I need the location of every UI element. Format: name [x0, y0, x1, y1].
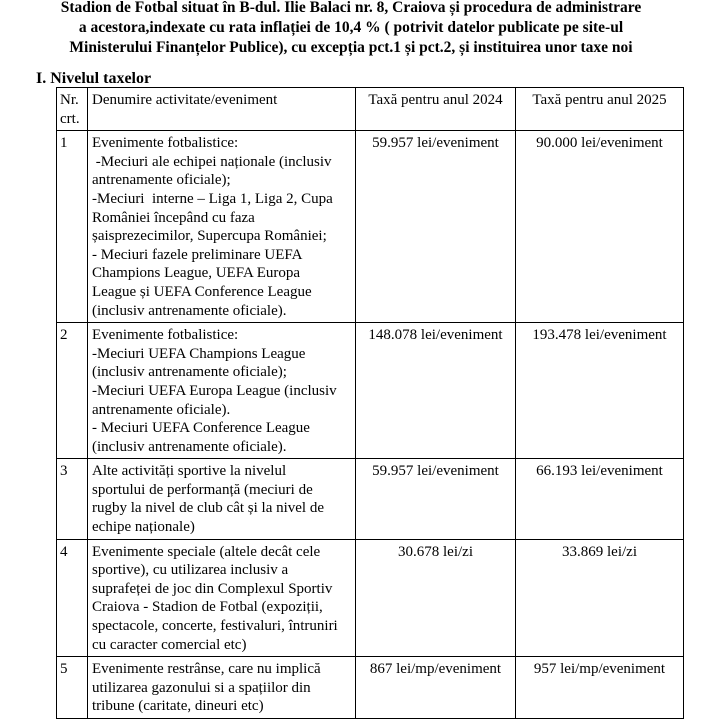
description-line: -Meciuri UEFA Champions League: [92, 345, 306, 362]
activity-description: [88, 459, 356, 539]
document-title: [0, 0, 702, 58]
activity-description: [88, 131, 356, 323]
description-line: antrenamente oficiale);: [92, 172, 231, 189]
table-row: [57, 539, 684, 657]
description-line: (inclusiv antrenamente oficiale).: [92, 302, 287, 319]
title-line: Ministerului Finanțelor Publice), cu excepția pct.1 și pct.2, și instituirea unor taxe noi: [69, 39, 633, 56]
row-number: 3: [57, 459, 88, 539]
tax-2025-value: 90.000 lei/eveniment: [516, 131, 684, 323]
description-line: șaisprezecimilor, Supercupa României;: [92, 228, 327, 245]
description-line: suprafeței de joc din Complexul Sportiv: [92, 580, 333, 597]
description-line: - Meciuri UEFA Conference League: [92, 420, 310, 437]
table-body: [57, 131, 684, 719]
description-line: -Meciuri ale echipei naționale (inclusiv: [92, 153, 332, 170]
description-line: sportului de performanță (meciuri de: [92, 481, 313, 498]
tax-2025-value: 957 lei/mp/eveniment: [516, 657, 684, 719]
header-name: Denumire activitate/eveniment: [88, 88, 356, 131]
tax-2024-value: 867 lei/mp/eveniment: [356, 657, 516, 719]
description-line: (inclusiv antrenamente oficiale);: [92, 364, 287, 381]
description-line: -Meciuri interne – Liga 1, Liga 2, Cupa: [92, 190, 333, 207]
activity-description: [88, 323, 356, 459]
description-line: cu caracter comercial etc): [92, 636, 247, 653]
tax-2025-value: 66.193 lei/eveniment: [516, 459, 684, 539]
description-line: antrenamente oficiale).: [92, 401, 231, 418]
table-row: [57, 459, 684, 539]
table-row: [57, 657, 684, 719]
description-line: Evenimente fotbalistice:: [92, 327, 239, 344]
table-header-row: [57, 88, 684, 131]
table-row: [57, 323, 684, 459]
title-line: Stadion de Fotbal situat în B-dul. Ilie Balaci nr. 8, Craiova și procedura de administrare: [60, 0, 642, 16]
tax-table: [56, 87, 684, 719]
tax-2025-value: 193.478 lei/eveniment: [516, 323, 684, 459]
description-line: echipe naționale): [92, 519, 195, 536]
tax-2024-value: 148.078 lei/eveniment: [356, 323, 516, 459]
description-line: Craiova - Stadion de Fotbal (expoziții,: [92, 599, 323, 616]
row-number: 2: [57, 323, 88, 459]
tax-2024-value: 59.957 lei/eveniment: [356, 459, 516, 539]
description-line: utilizarea gazonului si a spațiilor din: [92, 679, 311, 696]
description-line: Champions League, UEFA Europa: [92, 265, 301, 282]
description-line: Evenimente restrânse, care nu implică: [92, 661, 321, 678]
tax-2025-value: 33.869 lei/zi: [516, 539, 684, 657]
description-line: spectacole, concerte, festivaluri, întruniri: [92, 618, 338, 635]
tax-2024-value: 30.678 lei/zi: [356, 539, 516, 657]
description-line: Evenimente fotbalistice:: [92, 135, 239, 152]
table-row: [57, 131, 684, 323]
row-number: 1: [57, 131, 88, 323]
description-line: League și UEFA Conference League: [92, 283, 312, 300]
title-line: a acestora,indexate cu rata inflației de 10,4 % ( potrivit datelor publicate pe site-ul: [78, 19, 624, 36]
description-line: rugby la nivel de club cât și la nivel de: [92, 500, 325, 517]
description-line: (inclusiv antrenamente oficiale).: [92, 438, 287, 455]
header-tax-2024: Taxă pentru anul 2024: [356, 88, 516, 131]
row-number: 4: [57, 539, 88, 657]
description-line: -Meciuri UEFA Europa League (inclusiv: [92, 382, 337, 399]
activity-description: [88, 657, 356, 719]
tax-2024-value: 59.957 lei/eveniment: [356, 131, 516, 323]
row-number: 5: [57, 657, 88, 719]
activity-description: [88, 539, 356, 657]
section-heading: I. Nivelul taxelor: [36, 70, 152, 87]
description-line: României începând cu faza: [92, 209, 255, 226]
description-line: - Meciuri fazele preliminare UEFA: [92, 246, 303, 263]
description-line: Alte activități sportive la nivelul: [92, 463, 287, 480]
description-line: sportive), cu utilizarea inclusiv a: [92, 562, 289, 579]
description-line: Evenimente speciale (altele decât cele: [92, 543, 321, 560]
header-tax-2025: Taxă pentru anul 2025: [516, 88, 684, 131]
header-nr: Nr. crt.: [57, 88, 88, 131]
description-line: tribune (caritate, dineuri etc): [92, 698, 264, 715]
